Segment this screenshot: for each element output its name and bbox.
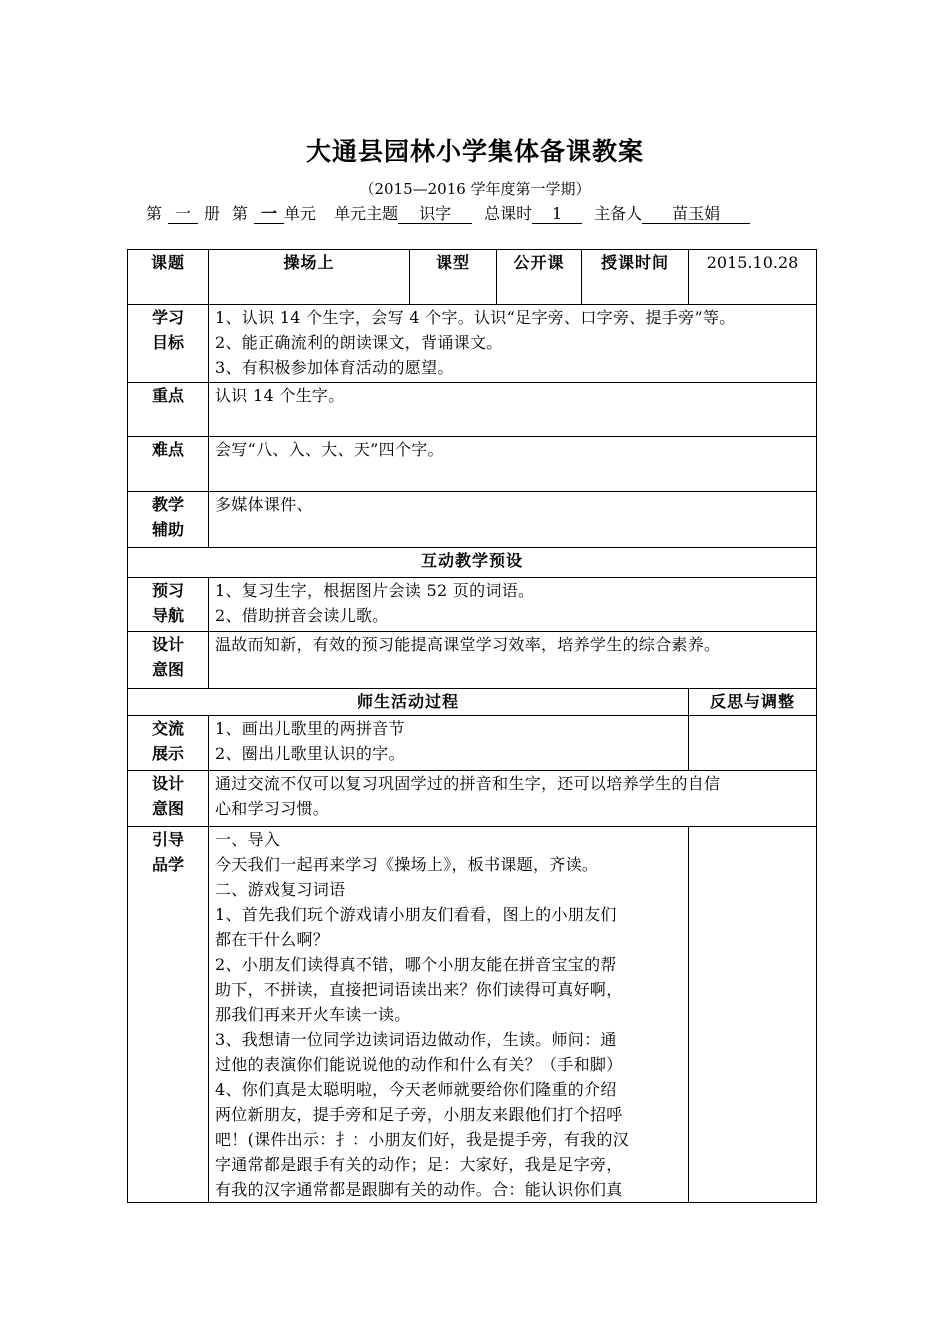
goal-item: 1、认识 14 个生字，会写 4 个字。认识“足字旁、口字旁、提手旁”等。 [215, 308, 736, 327]
guided-learning-content [209, 827, 689, 1203]
interactive-section-row [128, 548, 817, 578]
difficulty-label: 难点 [128, 437, 209, 492]
guided-learning-label-line-1: 引导 [151, 830, 184, 849]
design-intent-content-2 [209, 771, 817, 827]
unit-prefix: 第 [232, 204, 249, 223]
guided-line: 字通常都是跟手有关的动作；足：大家好，我是足字旁， [215, 1155, 623, 1174]
goals-label-line-2: 目标 [151, 333, 184, 352]
page-title: 大通县园林小学集体备课教案 [305, 137, 644, 166]
preview-label-line-2: 导航 [151, 606, 184, 625]
design-intent-row-1 [128, 632, 817, 689]
key-point-row [128, 383, 817, 437]
guided-learning-label-line-2: 品学 [151, 855, 184, 874]
design-intent-row-2 [128, 771, 817, 827]
meta-line [146, 201, 750, 224]
goals-label-line-1: 学习 [151, 308, 184, 327]
guided-learning-label [128, 827, 209, 1203]
hours-label: 总课时 [484, 204, 533, 223]
aids-content: 多媒体课件、 [209, 492, 817, 548]
process-header: 师生活动过程 [128, 689, 689, 716]
aids-label-line-2: 辅助 [151, 520, 184, 539]
difficulty-content: 会写“八、入、大、天”四个字。 [209, 437, 817, 492]
key-point-content: 认识 14 个生字。 [209, 383, 817, 437]
volume-suffix: 册 [204, 204, 221, 223]
guided-line: 4、你们真是太聪明啦，今天老师就要给你们隆重的介绍 [215, 1080, 617, 1099]
topic-value: 操场上 [209, 250, 410, 305]
date-value: 2015.10.28 [689, 250, 817, 305]
exchange-label [128, 716, 209, 771]
info-row [128, 250, 817, 305]
unit-suffix: 单元 [284, 204, 317, 223]
volume-prefix: 第 [146, 204, 163, 223]
preview-item: 1、复习生字，根据图片会读 52 页的词语。 [215, 581, 535, 600]
preparer-label: 主备人 [594, 204, 643, 223]
page-subtitle: （2015—2016 学年度第一学期） [359, 180, 591, 198]
exchange-row [128, 716, 817, 771]
hours-value: 1 [532, 205, 582, 224]
guided-line: 过他的表演你们能说说他的动作和什么有关？（手和脚） [215, 1055, 623, 1074]
preparer-value: 苗玉娟 [642, 205, 750, 224]
design-intent-1-label-line-1: 设计 [151, 635, 184, 654]
guided-line: 2、小朋友们读得真不错，哪个小朋友能在拼音宝宝的帮 [215, 955, 617, 974]
volume-value: 一 [168, 205, 198, 224]
preview-row [128, 578, 817, 632]
goals-label [128, 305, 209, 383]
design-intent-2-label-line-2: 意图 [151, 799, 184, 818]
exchange-label-line-1: 交流 [151, 719, 184, 738]
goal-item: 3、有积极参加体育活动的愿望。 [215, 358, 454, 377]
guided-line: 1、首先我们玩个游戏请小朋友们看看，图上的小朋友们 [215, 905, 617, 924]
topic-label: 课题 [128, 250, 209, 305]
preview-item: 2、借助拼音会读儿歌。 [215, 606, 389, 625]
exchange-item: 2、圈出儿歌里认识的字。 [215, 744, 405, 763]
guided-line: 3、我想请一位同学边读词语边做动作，生读。师问：通 [215, 1030, 617, 1049]
design-intent-1-label-line-2: 意图 [151, 660, 184, 679]
difficulty-row [128, 437, 817, 492]
guided-line: 今天我们一起再来学习《操场上》，板书课题，齐读。 [215, 855, 599, 874]
goals-row [128, 305, 817, 383]
design-intent-2-label-line-1: 设计 [151, 774, 184, 793]
interactive-section-title: 互动教学预设 [128, 548, 817, 578]
guided-line: 那我们再来开火车读一读。 [215, 1005, 411, 1024]
key-point-label: 重点 [128, 383, 209, 437]
guided-line: 助下，不拼读，直接把词语读出来？你们读得可真好啊， [215, 980, 623, 999]
exchange-content [209, 716, 689, 771]
guided-line: 一、导入 [215, 830, 281, 849]
guided-line: 有我的汉字通常都是跟脚有关的动作。合：能认识你们真 [215, 1180, 623, 1199]
reflection-header: 反思与调整 [689, 689, 817, 716]
guided-line: 吧！(课件出示：扌：小朋友们好，我是提手旁，有我的汉 [215, 1130, 630, 1149]
guided-line: 二、游戏复习词语 [215, 880, 346, 899]
theme-value: 识字 [398, 205, 472, 224]
exchange-item: 1、画出儿歌里的两拼音节 [215, 719, 405, 738]
guided-learning-reflection [689, 827, 817, 1203]
theme-label: 单元主题 [334, 204, 399, 223]
guided-line: 两位新朋友，提手旁和足子旁，小朋友来跟他们打个招呼 [215, 1105, 623, 1124]
date-label: 授课时间 [582, 250, 689, 305]
guided-learning-row [128, 827, 817, 1203]
design-intent-label-2 [128, 771, 209, 827]
preview-label-line-1: 预习 [151, 581, 184, 600]
type-value: 公开课 [497, 250, 582, 305]
unit-value: 一 [254, 205, 284, 224]
aids-label-line-1: 教学 [151, 495, 184, 514]
aids-label [128, 492, 209, 548]
goals-content [209, 305, 817, 383]
exchange-label-line-2: 展示 [151, 744, 184, 763]
process-header-row [128, 689, 817, 716]
design-intent-content-1: 温故而知新，有效的预习能提高课堂学习效率，培养学生的综合素养。 [209, 632, 817, 689]
design-intent-2-line: 通过交流不仅可以复习巩固学过的拼音和生字，还可以培养学生的自信 [215, 774, 721, 793]
type-label: 课型 [410, 250, 497, 305]
aids-row [128, 492, 817, 548]
goal-item: 2、能正确流利的朗读课文，背诵课文。 [215, 333, 503, 352]
lesson-plan-table [127, 249, 817, 1203]
preview-content [209, 578, 817, 632]
preview-label [128, 578, 209, 632]
guided-line: 都在干什么啊？ [215, 930, 330, 949]
design-intent-label-1 [128, 632, 209, 689]
design-intent-2-line: 心和学习习惯。 [215, 799, 330, 818]
exchange-reflection [689, 716, 817, 771]
